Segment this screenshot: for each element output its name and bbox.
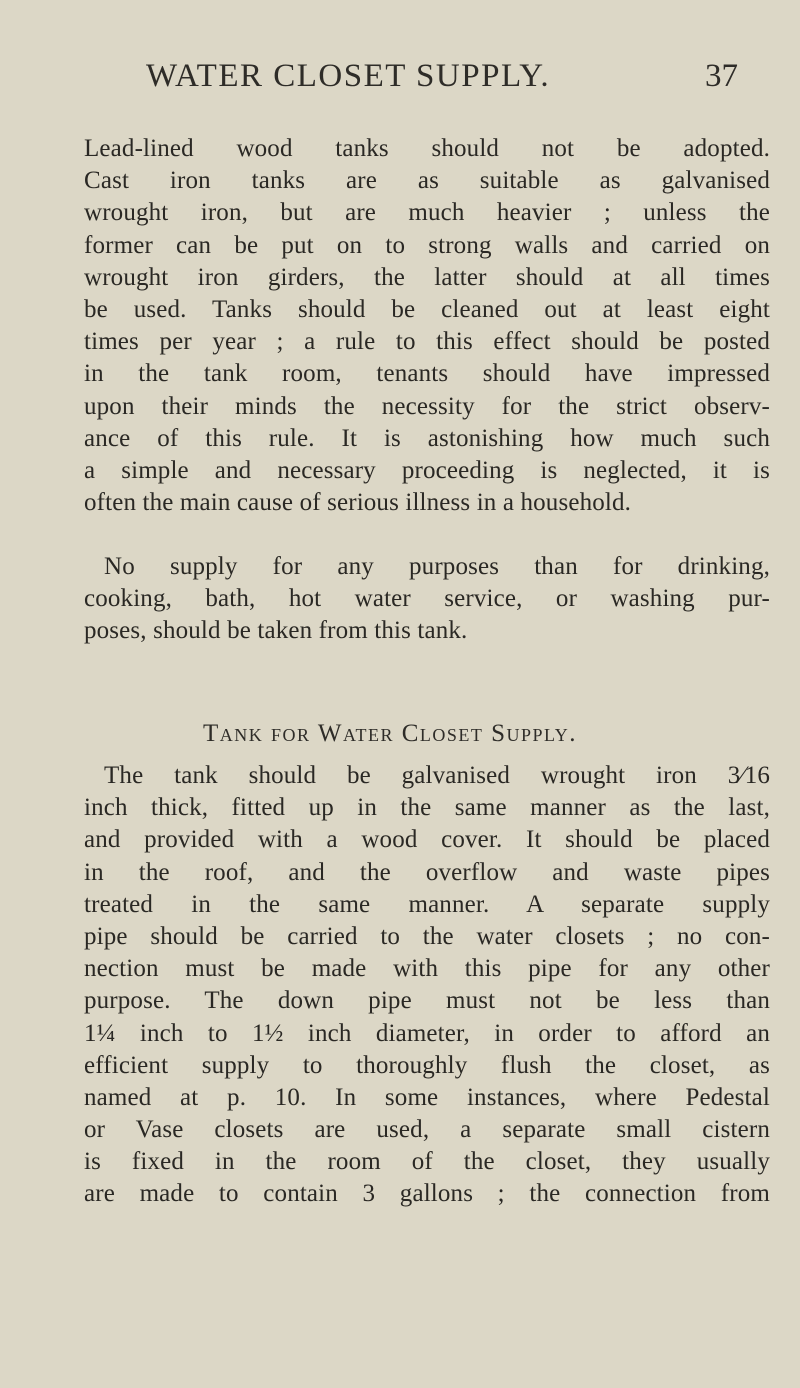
text-line: pipe should be carried to the water closets ; no con- [84, 922, 770, 950]
text-line: purpose. The down pipe must not be less than [84, 987, 770, 1015]
text-line: times per year ; a rule to this effect should be posted [84, 328, 770, 356]
text-line: inch thick, fitted up in the same manner as the last, [84, 794, 770, 822]
text-line: former can be put on to strong walls and carried on [84, 231, 770, 259]
text-line: nection must be made with this pipe for any other [84, 955, 770, 983]
text-line: Cast iron tanks are as suitable as galvanised [84, 167, 770, 195]
text-line: is fixed in the room of the closet, they usually [84, 1148, 770, 1176]
page-number: 37 [705, 58, 738, 94]
text-line: wrought iron girders, the latter should at all times [84, 263, 770, 291]
running-header [0, 58, 800, 108]
text-line: cooking, bath, hot water service, or washing pur- [84, 585, 770, 613]
text-line: often the main cause of serious illness in a household. [84, 489, 632, 517]
text-line: No supply for any purposes than for drinking, [104, 553, 770, 580]
text-line: 1¼ inch to 1½ inch diameter, in order to afford an [84, 1019, 770, 1047]
section-heading-text: Tank for Water Closet Supply. [203, 720, 577, 747]
text-line: poses, should be taken from this tank. [84, 617, 468, 645]
section-heading [0, 720, 800, 748]
paragraph-tanks [84, 133, 770, 519]
running-title: WATER CLOSET SUPPLY. [146, 58, 551, 94]
text-line: upon their minds the necessity for the strict observ- [84, 392, 770, 420]
paragraph-supply [84, 551, 770, 648]
text-line: named at p. 10. In some instances, where Pedestal [84, 1083, 770, 1111]
text-line: Lead-lined wood tanks should not be adopted. [84, 135, 770, 162]
text-line: are made to contain 3 gallons ; the connection from [84, 1180, 770, 1208]
text-line: treated in the same manner. A separate supply [84, 890, 770, 918]
text-line: efficient supply to thoroughly flush the closet, as [84, 1051, 770, 1079]
text-line: wrought iron, but are much heavier ; unless the [84, 199, 770, 227]
text-line: and provided with a wood cover. It should be placed [84, 826, 770, 854]
text-line: in the roof, and the overflow and waste pipes [84, 858, 770, 886]
text-line: or Vase closets are used, a separate small cistern [84, 1116, 770, 1144]
paragraph-wc-tank [84, 760, 770, 1211]
text-line: The tank should be galvanised wrought iron 3⁄16 [104, 762, 770, 789]
text-line: a simple and necessary proceeding is neglected, it is [84, 456, 770, 484]
text-line: in the tank room, tenants should have impressed [84, 360, 770, 388]
text-line: ance of this rule. It is astonishing how much such [84, 424, 770, 452]
text-line: be used. Tanks should be cleaned out at least eight [84, 295, 770, 323]
